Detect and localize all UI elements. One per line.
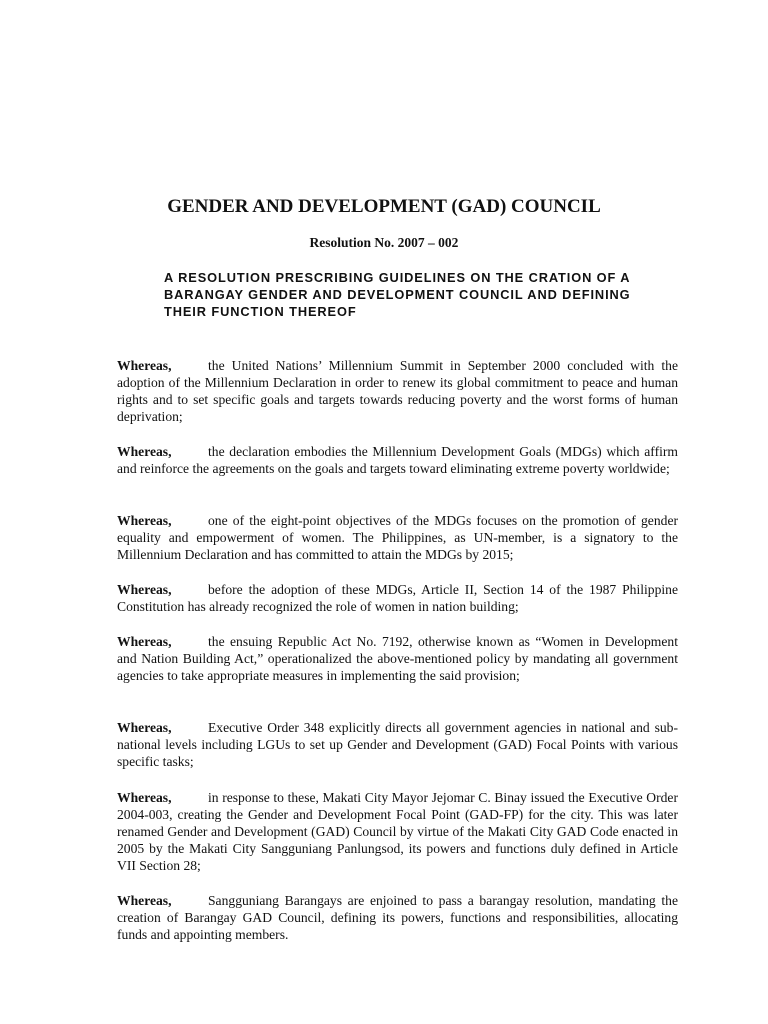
whereas-label: Whereas, [117, 513, 172, 528]
clause-text: the declaration embodies the Millennium Development Goals (MDGs) which affirm and reinforce the agreements on the goals and targets toward eliminating extreme poverty worldwide; [117, 444, 678, 476]
whereas-label: Whereas, [117, 634, 172, 649]
clause-text: Sangguniang Barangays are enjoined to pass a barangay resolution, mandating the creation of Barangay GAD Council, defining its powers, functions and responsibilities, allocating funds and appointing members. [117, 893, 678, 942]
whereas-clause-6 [117, 719, 678, 770]
whereas-clause-5 [117, 633, 678, 684]
whereas-clause-8 [117, 892, 678, 943]
resolution-subject: A RESOLUTION PRESCRIBING GUIDELINES ON THE CRATION OF A BARANGAY GENDER AND DEVELOPMENT COUNCIL AND DEFINING THEIR FUNCTION THEREOF [164, 270, 631, 319]
clause-text: one of the eight-point objectives of the MDGs focuses on the promotion of gender equality and empowerment of women. The Philippines, as UN-member, is a signatory to the Millennium Declaration and has committed to attain the MDGs by 2015; [117, 513, 678, 562]
clause-text: the United Nations’ Millennium Summit in September 2000 concluded with the adoption of the Millennium Declaration in order to renew its global commitment to peace and human rights and to set specific goals and targets towards reducing poverty and the worst forms of human deprivation; [117, 358, 678, 424]
clause-text: the ensuing Republic Act No. 7192, otherwise known as “Women in Development and Nation Building Act,” operationalized the above-mentioned policy by mandating all government agencies to take appropriate measures in implementing the said provision; [117, 634, 678, 683]
whereas-label: Whereas, [117, 358, 172, 373]
clause-text: before the adoption of these MDGs, Article II, Section 14 of the 1987 Philippine Constitution has already recognized the role of women in nation building; [117, 582, 678, 614]
whereas-clause-4 [117, 581, 678, 615]
clause-text: in response to these, Makati City Mayor Jejomar C. Binay issued the Executive Order 2004-003, creating the Gender and Development Focal Point (GAD-FP) for the city. This was later renamed Gender and Development (GAD) Council by virtue of the Makati City GAD Code enacted in 2005 by the Makati City Sangguniang Panlungsod, its powers and functions duly defined in Article VII Section 28; [117, 790, 678, 873]
resolution-number: Resolution No. 2007 – 002 [309, 235, 459, 250]
whereas-label: Whereas, [117, 720, 172, 735]
whereas-label: Whereas, [117, 444, 172, 459]
document-title: GENDER AND DEVELOPMENT (GAD) COUNCIL [167, 196, 601, 217]
whereas-clause-1 [117, 357, 678, 425]
whereas-label: Whereas, [117, 582, 172, 597]
whereas-label: Whereas, [117, 893, 172, 908]
whereas-label: Whereas, [117, 790, 172, 805]
whereas-clause-7 [117, 789, 678, 874]
whereas-clause-3 [117, 512, 678, 563]
clause-text: Executive Order 348 explicitly directs all government agencies in national and sub-national levels including LGUs to set up Gender and Development (GAD) Focal Points with various specific tasks; [117, 720, 678, 769]
whereas-clause-2 [117, 443, 678, 477]
